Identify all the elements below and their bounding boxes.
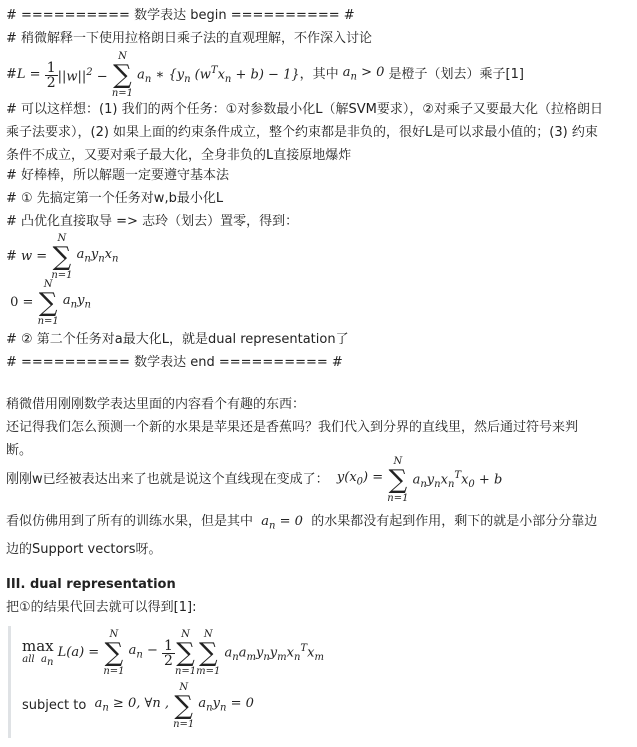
- task-two-note: # ② 第二个任务对a最大化L，就是dual representation了: [6, 332, 349, 347]
- sum-n: N ∑ n=1: [37, 279, 59, 327]
- sum-n: N ∑ n=1: [387, 456, 409, 504]
- dual-objective: max all $a_n$ L(a) = N ∑ n=1 $a_n$ − $\frac{1}{2}$ N ∑ n=1 N ∑ m=1 $a_na_my_ny_mx_n^Tx_m$: [22, 629, 324, 677]
- w-equation: # w = N ∑ n=1 $a_ny_nx_n$: [6, 233, 119, 281]
- line-equation-text: 刚刚w已经被表达出来了也就是说这个直线现在变成了：: [6, 472, 329, 487]
- line-equation-paragraph: 刚刚w已经被表达出来了也就是说这个直线现在变成了： $y(x_0)$ = N ∑ n=1 $a_ny_nx_n^Tx_0 + b$: [6, 456, 503, 504]
- math-begin-marker: # ========== 数学表达 begin ========== #: [6, 8, 355, 23]
- sum-n: N ∑ n=1: [173, 682, 195, 730]
- substitution-paragraph: 把①的结果代回去就可以得到[1]:: [6, 600, 197, 615]
- section-heading: III. dual representation: [6, 577, 176, 592]
- lagrangian-symbol: L: [16, 67, 26, 82]
- sum-m: N ∑ m=1: [196, 629, 221, 677]
- intro-paragraph: 稍微借用刚刚数学表达里面的内容看个有趣的东西：: [6, 397, 306, 412]
- prediction-paragraph: 还记得我们怎么预测一个新的水果是苹果还是香蕉吗？我们代入到分界的直线里，然后通过符号来判断。: [6, 420, 579, 458]
- sum-n: N ∑ n=1: [111, 51, 134, 99]
- blockquote-bar: [8, 626, 11, 738]
- comment-hash: #: [6, 67, 17, 82]
- zero-equation: 0 = N ∑ n=1 $a_ny_n$: [6, 279, 91, 327]
- explanation-paragraph: # 可以这样想：(1) 我们的两个任务：①对参数最小化L（解SVM要求），②对乘子又要最大化（拉格朗日乘子法要求），(2) 如果上面的约束条件成立，整个约束都是非负的，很好L是可以求最小值的；(3) 约束条件不成立，又要对乘子最大化，全身非负的L直接原地爆炸: [6, 102, 603, 163]
- half-fraction: $\frac{1}{2}$: [46, 59, 56, 91]
- sum-n: N ∑ n=1: [103, 629, 125, 677]
- sum-n: N ∑ n=1: [51, 233, 73, 281]
- sv-text-prefix: 看似仿佛用到了所有的训练水果，但是其中: [6, 514, 254, 529]
- math-end-marker: # ========== 数学表达 end ========== #: [6, 355, 343, 370]
- half-fraction: $\frac{1}{2}$: [164, 637, 173, 669]
- sum-n: N ∑ n=1: [174, 629, 197, 677]
- sv-text-suffix: 的水果都没有起到作用，剩下的就是小部分分靠边边的Support vectors呀。: [6, 514, 598, 557]
- lagrange-intro: # 稍微解释一下使用拉格朗日乘子法的直观理解，不作深入讨论: [6, 31, 373, 46]
- multiplier-note: 是橙子（划去）乘子[1]: [388, 67, 524, 82]
- subject-to-label: subject to: [22, 698, 87, 713]
- max-operator: max all $a_n$: [22, 637, 54, 668]
- comment-hash: #: [6, 249, 17, 264]
- where-text: ，其中: [299, 67, 339, 82]
- task-one-note: # ① 先搞定第一个任务对w,b最小化L: [6, 191, 224, 206]
- support-vectors-paragraph: 看似仿佛用到了所有的训练水果，但是其中 $a_n = 0$ 的水果都没有起到作用，剩下的就是小部分分靠边边的Support vectors呀。: [6, 514, 598, 557]
- dual-constraint: subject to $a_n \ge 0$, ∀n , N ∑ n=1 $a_ny_n = 0$: [22, 682, 254, 730]
- basic-law-note: # 好棒棒，所以解题一定要遵守基本法: [6, 168, 230, 183]
- lagrangian-equation: # L = $\frac{1}{2}$ $||w||^2$ − N ∑ n=1 $a_n$ ∗ {$y_n$ $(w^Tx_n + b) - 1$} ，其中 $a_n > 0$ 是橙子（划去）乘子[1]: [6, 51, 524, 99]
- derivative-note: # 凸优化直接取导 => 志玲（划去）置零，得到：: [6, 214, 299, 229]
